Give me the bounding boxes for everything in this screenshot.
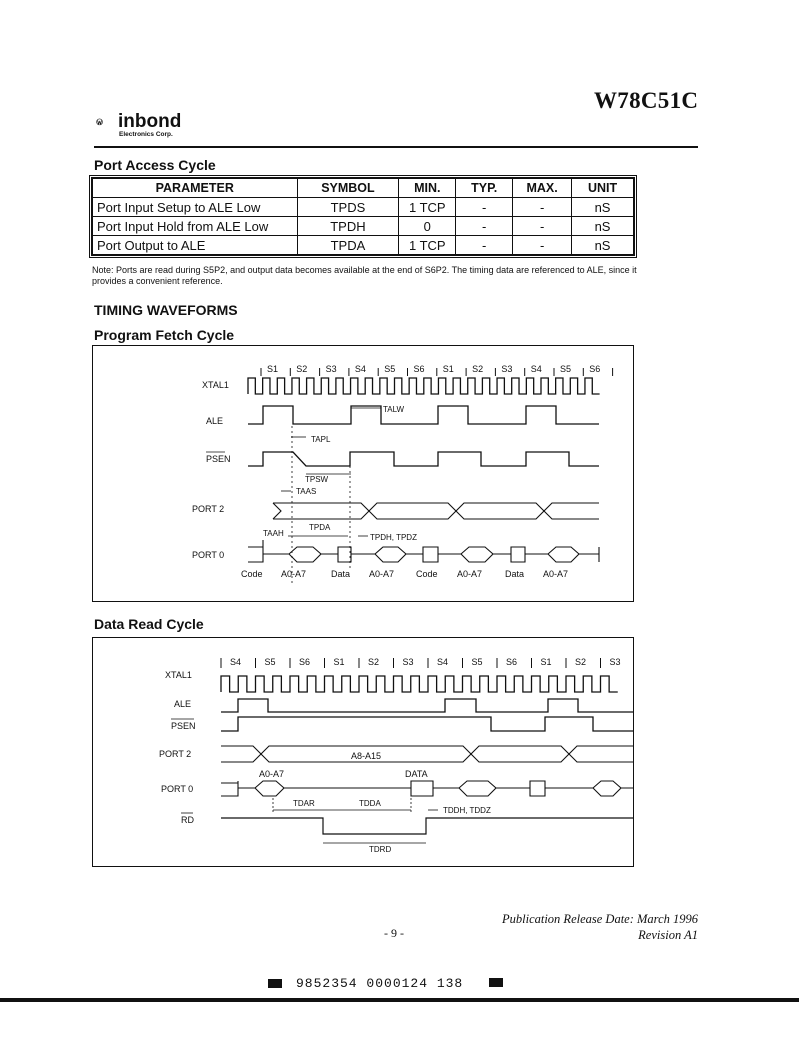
state-label: S2 (575, 657, 587, 667)
data-read-diagram (93, 638, 633, 866)
barcode-text: 9852354 0000124 138 (296, 976, 464, 991)
port0-waveform (248, 540, 599, 562)
label-data: DATA (405, 769, 428, 779)
state-label: S3 (501, 364, 513, 374)
table-note: Note: Ports are read during S5P2, and output data becomes available at the end of S6P2. The timing data are referenced to ALE, since it provides a convenient reference. (92, 265, 637, 286)
state-label: S3 (402, 657, 414, 667)
part-number: W78C51C (594, 88, 699, 113)
state-label: S2 (368, 657, 380, 667)
cell: Port Input Hold from ALE Low (93, 217, 298, 236)
cell: 1 TCP (399, 236, 456, 255)
program-fetch-diagram (93, 346, 633, 601)
cell: - (456, 217, 513, 236)
state-label: S5 (264, 657, 276, 667)
header-rule (94, 146, 698, 148)
cell: TPDS (297, 198, 399, 217)
label-tapl: TAPL (311, 435, 331, 444)
label-a0-a7: A0-A7 (259, 769, 285, 779)
state-label: S1 (540, 657, 552, 667)
col-symbol: SYMBOL (297, 179, 399, 198)
label-talw: TALW (383, 405, 405, 414)
signal-label: XTAL1 (202, 380, 229, 390)
table-row (93, 217, 634, 236)
label-tpsw: TPSW (305, 475, 329, 484)
signal-label: RD (181, 815, 194, 825)
state-label: S6 (506, 657, 518, 667)
bus-label: Code (241, 569, 263, 579)
cell: - (456, 198, 513, 217)
bus-label: A0-A7 (457, 569, 483, 579)
bus-label: A0-A7 (543, 569, 569, 579)
xtal1-waveform (248, 378, 600, 394)
signal-label: ALE (206, 416, 224, 426)
state-label: S3 (325, 364, 337, 374)
label-tdrd: TDRD (369, 845, 392, 854)
signal-label: PORT 2 (192, 504, 225, 514)
bus-label: A0-A7 (281, 569, 307, 579)
cell: TPDA (297, 236, 399, 255)
barcode-block-left (268, 979, 282, 988)
label-tdar: TDAR (293, 799, 315, 808)
col-typ: TYP. (456, 179, 513, 198)
cell: Port Input Setup to ALE Low (93, 198, 298, 217)
state-label: S2 (472, 364, 484, 374)
signal-label: ALE (174, 699, 192, 709)
col-parameter: PARAMETER (93, 179, 298, 198)
ale-waveform (248, 406, 599, 424)
program-fetch-diagram-frame (92, 345, 634, 602)
logo-subtitle: Electronics Corp. (119, 131, 173, 138)
state-label: S4 (354, 364, 366, 374)
state-label: S3 (609, 657, 621, 667)
state-label: S1 (333, 657, 345, 667)
cell: - (513, 198, 572, 217)
cell: TPDH (297, 217, 399, 236)
ale-waveform (221, 699, 633, 712)
psen-waveform (221, 717, 633, 731)
cell: - (456, 236, 513, 255)
data-read-bus-labels (259, 751, 428, 779)
barcode-block-right (489, 978, 503, 987)
col-min: MIN. (399, 179, 456, 198)
revision: Revision A1 (638, 928, 698, 942)
cell: nS (572, 217, 634, 236)
table-header-row (93, 179, 634, 198)
table-row (93, 198, 634, 217)
rd-waveform (221, 818, 633, 834)
cell: - (513, 236, 572, 255)
data-read-diagram-frame (92, 637, 634, 867)
page-number: - 9 - (384, 926, 404, 940)
publication-info (484, 911, 698, 943)
state-label: S1 (267, 364, 279, 374)
state-label: S2 (296, 364, 308, 374)
state-label: S4 (230, 657, 242, 667)
bottom-rule (0, 998, 799, 1002)
state-label: S1 (442, 364, 454, 374)
signal-label: PORT 0 (192, 550, 225, 560)
cell: nS (572, 236, 634, 255)
signal-label: PSEN (206, 454, 231, 464)
label-tpdh-tpdz: TPDH, TPDZ (370, 533, 417, 542)
bus-label: Data (331, 569, 351, 579)
cell: Port Output to ALE (93, 236, 298, 255)
state-label: S6 (589, 364, 601, 374)
cell: 1 TCP (399, 198, 456, 217)
cell: - (513, 217, 572, 236)
publication-date: Publication Release Date: March 1996 (501, 912, 698, 926)
signal-label: PORT 0 (161, 784, 194, 794)
port-access-title: Port Access Cycle (94, 157, 216, 173)
col-max: MAX. (513, 179, 572, 198)
label-tdda: TDDA (359, 799, 381, 808)
timing-waveforms-title: TIMING WAVEFORMS (94, 302, 238, 318)
state-label: S6 (413, 364, 425, 374)
state-label: S6 (299, 657, 311, 667)
label-taas: TAAS (296, 487, 317, 496)
state-label: S4 (437, 657, 449, 667)
label-tpda: TPDA (309, 523, 331, 532)
xtal1-waveform (221, 676, 618, 692)
port2-waveform (273, 503, 599, 519)
col-unit: UNIT (572, 179, 634, 198)
signal-label: PORT 2 (159, 749, 192, 759)
label-taah: TAAH (263, 529, 284, 538)
table-row (93, 236, 634, 255)
signal-label: XTAL1 (165, 670, 192, 680)
bus-label: Data (505, 569, 525, 579)
cell: 0 (399, 217, 456, 236)
port0-waveform (221, 781, 633, 796)
state-label: S4 (530, 364, 542, 374)
program-fetch-timing-labels (263, 405, 417, 542)
state-label: S5 (560, 364, 572, 374)
bus-label: A0-A7 (369, 569, 395, 579)
label-a8-a15: A8-A15 (351, 751, 382, 761)
psen-waveform (248, 452, 599, 466)
state-label: S5 (384, 364, 396, 374)
signal-label: PSEN (171, 721, 196, 731)
bus-label: Code (416, 569, 438, 579)
port2-waveform (221, 746, 633, 762)
cell: nS (572, 198, 634, 217)
state-label: S5 (471, 657, 483, 667)
data-read-title: Data Read Cycle (94, 616, 204, 632)
logo-wordmark: inbond (118, 111, 182, 132)
port-access-table (92, 178, 634, 255)
program-fetch-title: Program Fetch Cycle (94, 327, 235, 343)
label-tddh-tddz: TDDH, TDDZ (443, 806, 491, 815)
